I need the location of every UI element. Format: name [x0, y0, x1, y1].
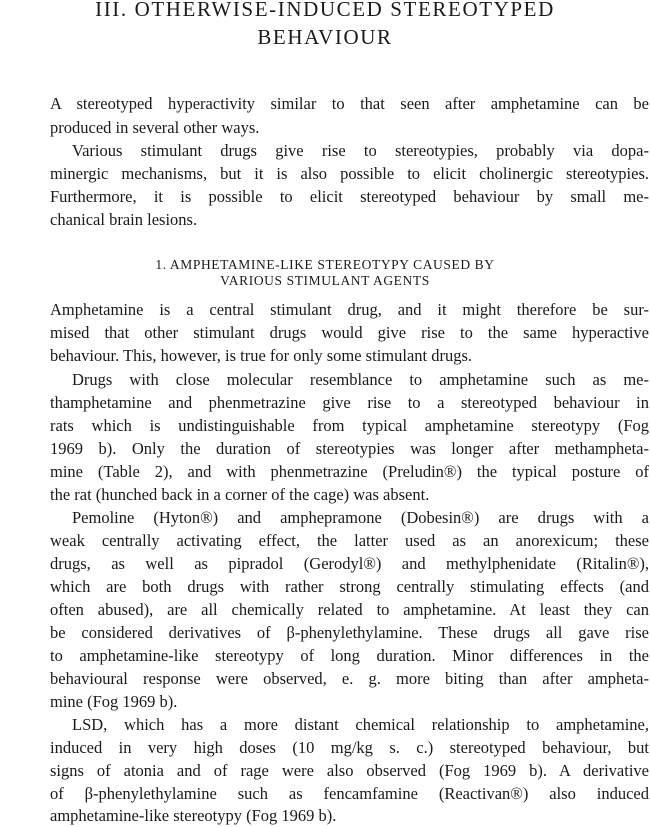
body-line: the rat (hunched back in a corner of the cage) was absent.: [50, 485, 430, 504]
intro-line: Various stimulant drugs give rise to stereotypies, probably via dopa-: [72, 141, 649, 160]
body-line: mine (Table 2), and with phenmetrazine (Preludin®) the typical posture of: [50, 462, 649, 481]
body-line: to amphetamine-like stereotypy of long duration. Minor differences in the: [50, 646, 649, 665]
body-line: which are both drugs with rather strong centrally stimulating effects (and: [50, 577, 649, 596]
body-line: drugs, as well as pipradol (Gerodyl®) and methylphenidate (Ritalin®),: [50, 554, 649, 573]
section-title-line-1: 1. AMPHETAMINE-LIKE STEREOTYPY CAUSED BY: [155, 257, 495, 272]
body-line: often abused), are all chemically related to amphetamine. At least they can: [50, 600, 649, 619]
body-line: be considered derivatives of β-phenylethylamine. These drugs all gave rise: [50, 623, 649, 642]
body-line: behavioural response were observed, e. g. more biting than after ampheta-: [50, 669, 649, 688]
body-line: 1969 b). Only the duration of stereotypies was longer after methampheta-: [50, 439, 649, 458]
body-line: LSD, which has a more distant chemical relationship to amphetamine,: [72, 715, 649, 734]
intro-line: produced in several other ways.: [50, 118, 260, 137]
intro-line: A stereotyped hyperactivity similar to that seen after amphetamine can be: [50, 94, 649, 113]
body-line: rats which is undistinguishable from typical amphetamine stereotypy (Fog: [50, 416, 649, 435]
body-line: mine (Fog 1969 b).: [50, 692, 178, 711]
body-line: amphetamine-like stereotypy (Fog 1969 b).: [50, 806, 337, 825]
body-line: Amphetamine is a central stimulant drug, and it might therefore be sur-: [50, 300, 649, 319]
intro-line: minergic mechanisms, but it is also possible to elicit cholinergic stereotypies.: [50, 164, 649, 183]
body-line: Drugs with close molecular resemblance to amphetamine such as me-: [72, 370, 649, 389]
chapter-title-line-2: BEHAVIOUR: [257, 25, 393, 49]
body-line: weak centrally activating effect, the latter used as an anorexicum; these: [50, 531, 649, 550]
intro-line: Furthermore, it is possible to elicit stereotyped behaviour by small me-: [50, 187, 649, 206]
section-title-line-2: VARIOUS STIMULANT AGENTS: [220, 273, 430, 288]
body-line: mised that other stimulant drugs would give rise to the same hyperactive: [50, 323, 649, 342]
body-line: behaviour. This, however, is true for only some stimulant drugs.: [50, 346, 473, 365]
chapter-title-line-1: III. OTHERWISE-INDUCED STEREOTYPED: [95, 0, 555, 21]
body-line: signs of atonia and of rage were also observed (Fog 1969 b). A derivative: [50, 761, 649, 780]
body-line: thamphetamine and phenmetrazine give rise to a stereotyped behaviour in: [50, 393, 649, 412]
intro-line: chanical brain lesions.: [50, 210, 198, 229]
body-line: of β-phenylethylamine such as fencamfamine (Reactivan®) also induced: [50, 784, 649, 803]
body-line: induced in very high doses (10 mg/kg s. c.) stereotyped behaviour, but: [50, 738, 649, 757]
body-line: Pemoline (Hyton®) and amphepramone (Dobesin®) are drugs with a: [72, 508, 649, 527]
